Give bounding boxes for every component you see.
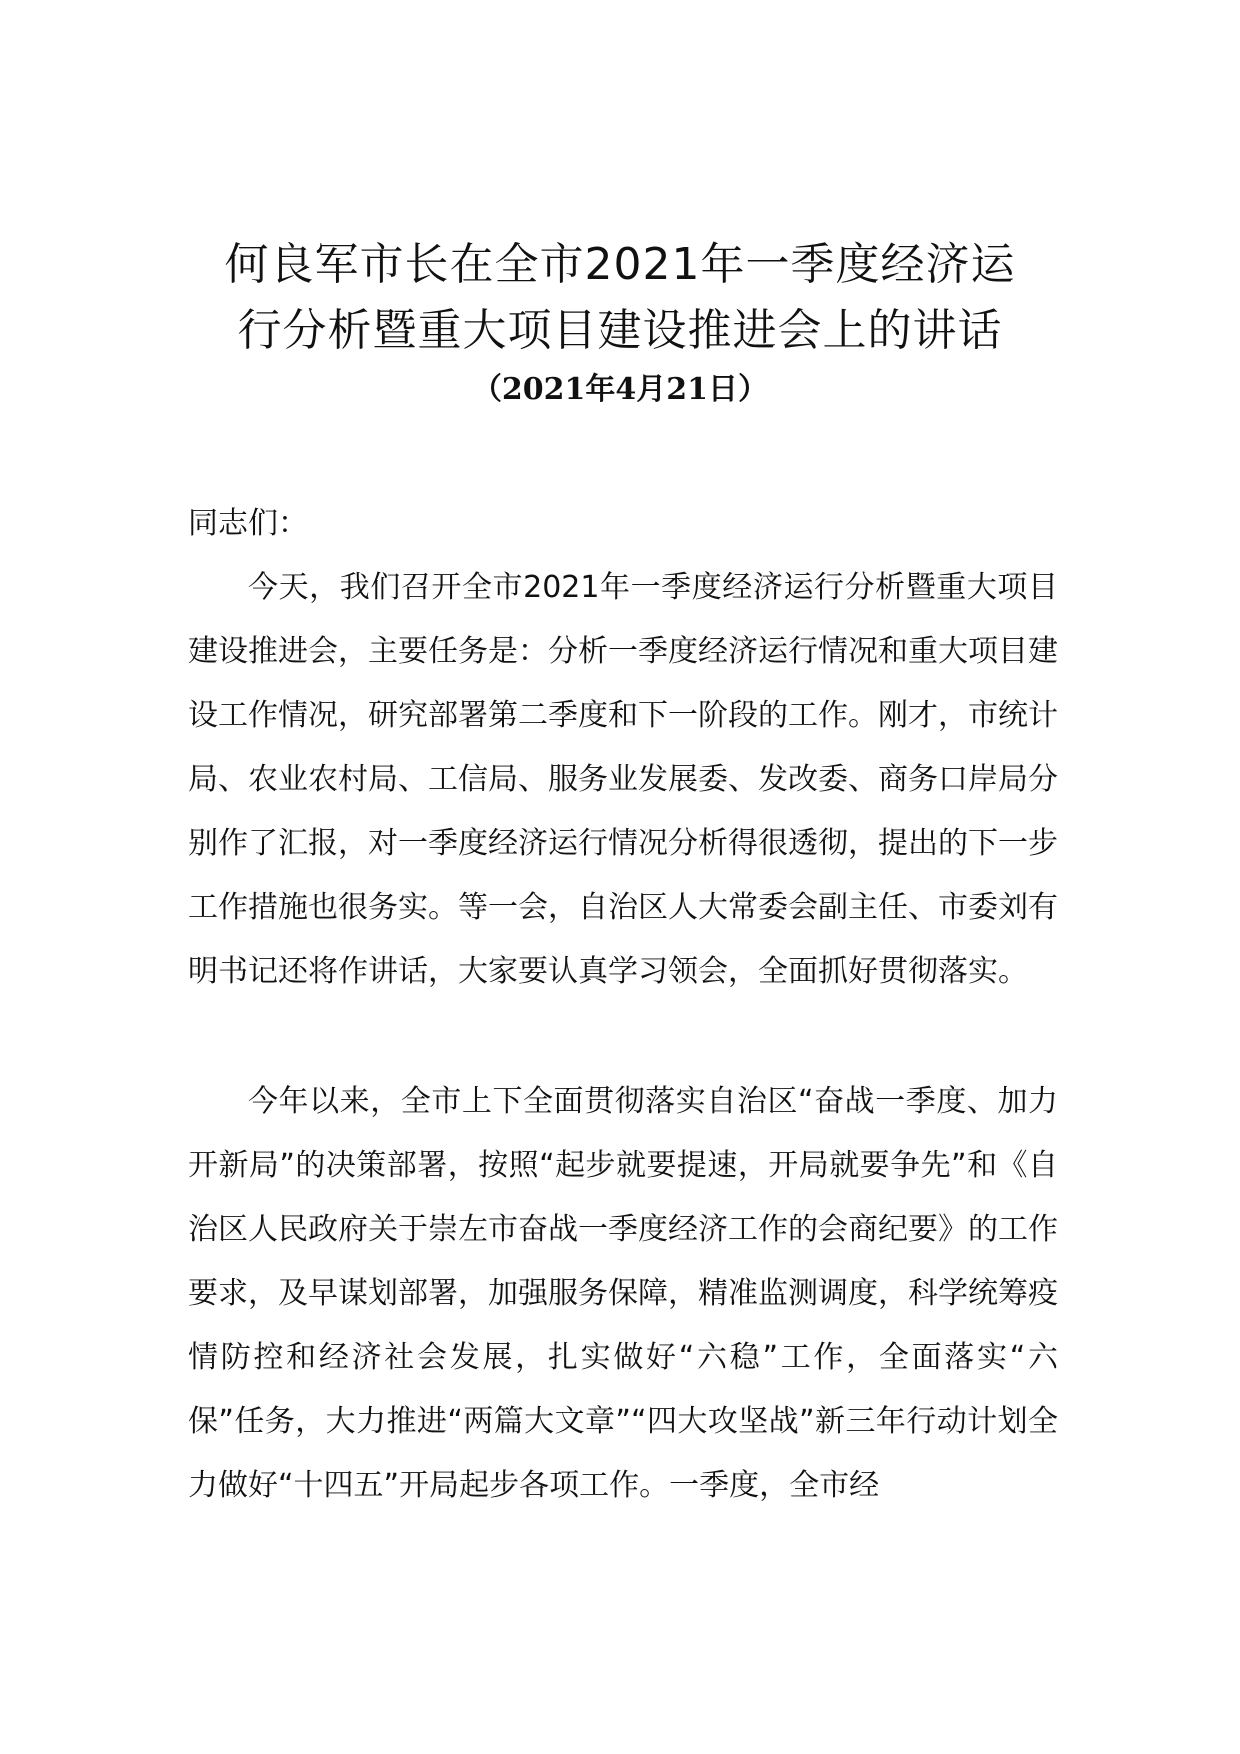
body-paragraph-1: 今天，我们召开全市2021年一季度经济运行分析暨重大项目建设推进会，主要任务是：分析一季度经济运行情况和重大项目建设工作情况，研究部署第二季度和下一阶段的工作。刚才，市统计局、农业农村局、工信局、服务业发展委、发改委、商务口岸局分别作了汇报，对一季度经济运行情况分析得很透彻，提出的下一步工作措施也很务实。等一会，自治区人大常委会副主任、市委刘有明书记还将作讲话，大家要认真学习领会，全面抓好贯彻落实。 (188, 570, 1058, 989)
body-paragraph-2: 今年以来，全市上下全面贯彻落实自治区“奋战一季度、加力开新局”的决策部署，按照“起步就要提速，开局就要争先”和《自治区人民政府关于崇左市奋战一季度经济工作的会商纪要》的工作要求，及早谋划部署，加强服务保障，精准监测调度，科学统筹疫情防控和经济社会发展，扎实做好“六稳”工作，全面落实“六保”任务，大力推进“两篇大文章”“四大攻坚战”新三年行动计划全力做好“十四五”开局起步各项工作。一季度，全市经 (188, 1084, 1058, 1503)
speech-date: （2021年4月21日） (471, 372, 769, 407)
document-title-line-1: 何良军市长在全市2021年一季度经济运 (224, 239, 1016, 290)
salutation: 同志们： (188, 506, 308, 541)
document-title-line-2: 行分析暨重大项目建设推进会上的讲话 (237, 305, 1003, 356)
